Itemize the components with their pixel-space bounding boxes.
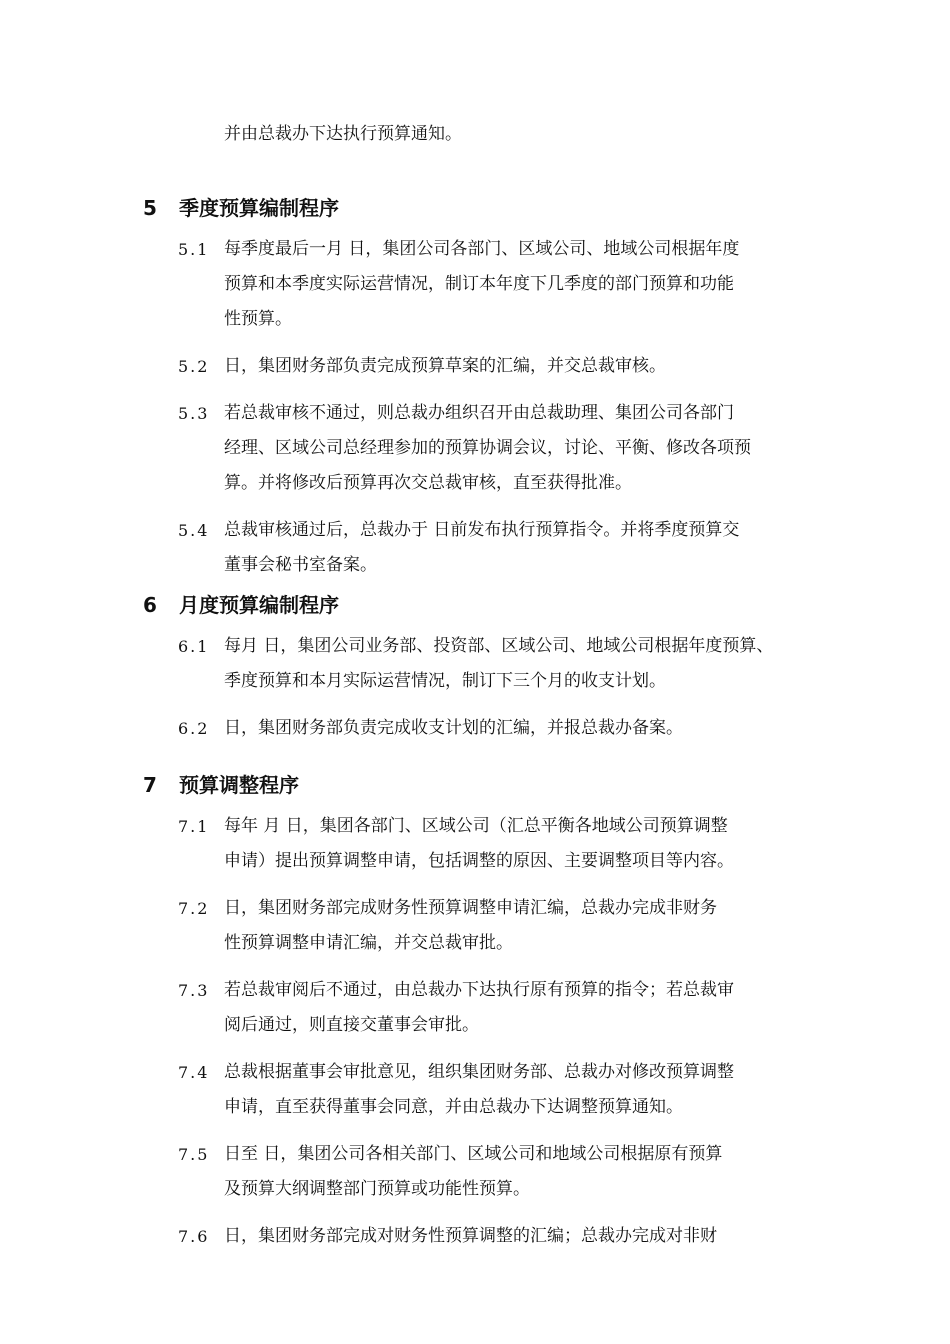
item-number: 6.1 (178, 637, 210, 656)
item-line: 日，集团财务部负责完成收支计划的汇编，并报总裁办备案。 (224, 718, 683, 738)
item-number: 7.1 (178, 817, 210, 836)
list-item (178, 396, 818, 501)
list-item (178, 513, 818, 583)
section-title: 季度预算编制程序 (179, 196, 339, 220)
item-line: 每月 日，集团公司业务部、投资部、区域公司、地域公司根据年度预算、 (224, 636, 774, 656)
item-number: 5.3 (178, 404, 210, 423)
item-line: 经理、区域公司总经理参加的预算协调会议，讨论、平衡、修改各项预 (224, 438, 751, 458)
section-number: 6 (143, 593, 157, 617)
item-number: 7.2 (178, 899, 210, 918)
item-line: 季度预算和本月实际运营情况，制订下三个月的收支计划。 (224, 671, 666, 691)
item-line: 若总裁审核不通过，则总裁办组织召开由总裁助理、集团公司各部门 (224, 403, 734, 423)
item-line: 日至 日，集团公司各相关部门、区域公司和地域公司根据原有预算 (224, 1144, 723, 1164)
section-number: 5 (143, 196, 157, 220)
item-line: 总裁根据董事会审批意见，组织集团财务部、总裁办对修改预算调整 (224, 1062, 734, 1082)
item-number: 5.4 (178, 521, 210, 540)
section-heading (143, 194, 339, 222)
item-number: 7.4 (178, 1063, 210, 1082)
list-item (178, 1055, 818, 1125)
list-item (178, 232, 818, 337)
item-line: 及预算大纲调整部门预算或功能性预算。 (224, 1179, 530, 1199)
section-items (178, 232, 818, 595)
item-line: 申请，直至获得董事会同意，并由总裁办下达调整预算通知。 (224, 1097, 683, 1117)
section-heading (143, 771, 299, 799)
item-number: 5.1 (178, 240, 210, 259)
item-line: 董事会秘书室备案。 (224, 555, 377, 575)
section-items (178, 629, 818, 758)
section-title: 月度预算编制程序 (179, 593, 339, 617)
list-item (178, 891, 818, 961)
item-line: 日，集团财务部负责完成预算草案的汇编，并交总裁审核。 (224, 356, 666, 376)
list-item (178, 973, 818, 1043)
section-heading (143, 591, 339, 619)
item-line: 每季度最后一月 日，集团公司各部门、区域公司、地域公司根据年度 (224, 239, 740, 259)
list-item (178, 711, 818, 746)
item-line: 阅后通过，则直接交董事会审批。 (224, 1015, 479, 1035)
item-number: 6.2 (178, 719, 210, 738)
section-items (178, 809, 818, 1266)
item-line: 算。并将修改后预算再次交总裁审核，直至获得批准。 (224, 473, 632, 493)
item-line: 每年 月 日，集团各部门、区域公司（汇总平衡各地域公司预算调整 (224, 816, 728, 836)
list-item (178, 1137, 818, 1207)
item-line: 若总裁审阅后不通过，由总裁办下达执行原有预算的指令；若总裁审 (224, 980, 734, 1000)
item-number: 7.6 (178, 1227, 210, 1246)
item-line: 性预算。 (224, 309, 292, 329)
continuation-text: 并由总裁办下达执行预算通知。 (224, 124, 462, 144)
list-item (178, 349, 818, 384)
list-item (178, 1219, 818, 1254)
item-line: 性预算调整申请汇编，并交总裁审批。 (224, 933, 513, 953)
item-number: 5.2 (178, 357, 210, 376)
item-number: 7.5 (178, 1145, 210, 1164)
section-number: 7 (143, 773, 157, 797)
list-item (178, 809, 818, 879)
item-line: 总裁审核通过后，总裁办于 日前发布执行预算指令。并将季度预算交 (224, 520, 740, 540)
item-line: 日，集团财务部完成对财务性预算调整的汇编；总裁办完成对非财 (224, 1226, 717, 1246)
item-line: 预算和本季度实际运营情况，制订本年度下几季度的部门预算和功能 (224, 274, 734, 294)
item-number: 7.3 (178, 981, 210, 1000)
section-title: 预算调整程序 (179, 773, 299, 797)
item-line: 申请）提出预算调整申请，包括调整的原因、主要调整项目等内容。 (224, 851, 734, 871)
list-item (178, 629, 818, 699)
item-line: 日，集团财务部完成财务性预算调整申请汇编，总裁办完成非财务 (224, 898, 717, 918)
